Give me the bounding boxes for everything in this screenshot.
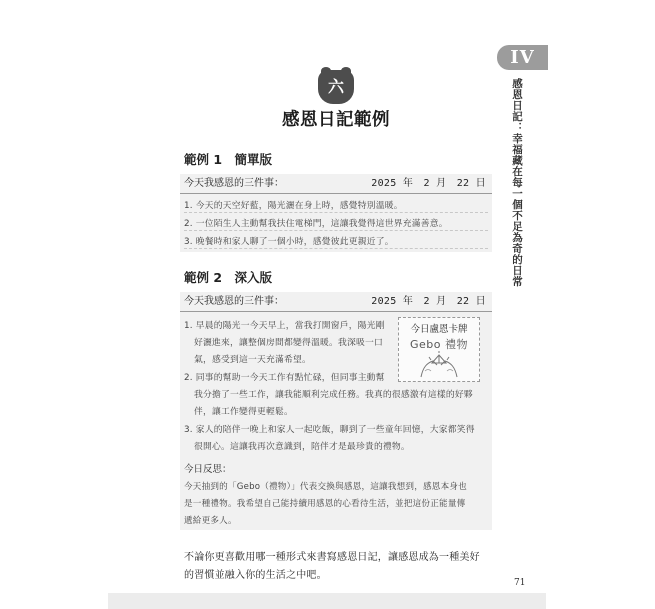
dashed-rule [184, 248, 488, 249]
gift-hands-icon [417, 351, 461, 379]
entry-line: 3. 家人的陪伴一晚上和家人一起吃飯，聊到了一些童年回憶，大家都笑得 [184, 425, 475, 435]
reflection-label: 今日反思： [184, 464, 232, 475]
closing-line: 的習慣並融入你的生活之中吧。 [184, 570, 327, 581]
rune-card-title: 今日盧恩卡牌 [410, 324, 468, 335]
example-1-heading: 範例 1 簡單版 [184, 152, 273, 167]
entry-date: 2025 年 2 月 22 日 [371, 178, 486, 189]
reflection-line: 遞給更多人。 [184, 516, 237, 526]
entry-line: 氣，感受到這一天充滿希望。 [194, 355, 311, 365]
example-1-entry-box [180, 174, 492, 252]
rune-card [398, 317, 480, 382]
entry-header [180, 174, 492, 194]
section-number-badge: 六 [318, 70, 354, 104]
page-number: 71 [514, 578, 526, 588]
rune-card-name: Gebo 禮物 [409, 338, 468, 351]
example-2-heading: 範例 2 深入版 [184, 270, 273, 285]
bottom-margin-strip [108, 593, 546, 609]
entry-line: 我分擔了一些工作，讓我能順利完成任務。我真的很感激有這樣的好夥 [194, 390, 473, 400]
entry-line: 2. 一位陌生人主動幫我扶住電梯門，這讓我覺得這世界充滿善意。 [184, 219, 448, 229]
dashed-rule [184, 212, 488, 213]
entry-line: 伴，讓工作變得更輕鬆。 [194, 407, 293, 417]
chapter-side-title: 感恩日記：幸福藏在每一個不足為奇的日常 [511, 78, 523, 287]
entry-prompt: 今天我感恩的三件事： [184, 178, 284, 189]
entry-prompt: 今天我感恩的三件事： [184, 296, 284, 307]
entry-line: 3. 晚餐時和家人聊了一個小時，感覺彼此更親近了。 [184, 237, 394, 247]
entry-line: 好灑進來，讓整個房間都變得溫暖。我深吸一口 [194, 338, 383, 348]
reflection-line: 今天抽到的「Gebo（禮物）」代表交換與感恩，這讓我想到，感恩本身也 [184, 482, 467, 492]
entry-line: 很開心。這讓我再次意識到，陪伴才是最珍貴的禮物。 [194, 442, 410, 452]
reflection-line: 是一種禮物。我希望自己能持續用感恩的心看待生活，並把這份正能量傳 [184, 499, 466, 509]
entry-header [180, 292, 492, 312]
entry-line: 2. 同事的幫助一今天工作有點忙碌，但同事主動幫 [184, 373, 385, 383]
chapter-tab: IV [497, 45, 548, 70]
page-title: 感恩日記範例 [282, 110, 390, 130]
closing-line: 不論你更喜歡用哪一種形式來書寫感恩日記，讓感恩成為一種美好 [184, 552, 480, 563]
entry-line: 1. 今天的天空好藍，陽光灑在身上時，感覺特別溫暖。 [184, 201, 403, 211]
entry-date: 2025 年 2 月 22 日 [371, 296, 486, 307]
dashed-rule [184, 230, 488, 231]
entry-line: 1. 早晨的陽光一今天早上，當我打開窗戶，陽光剛 [184, 321, 385, 331]
